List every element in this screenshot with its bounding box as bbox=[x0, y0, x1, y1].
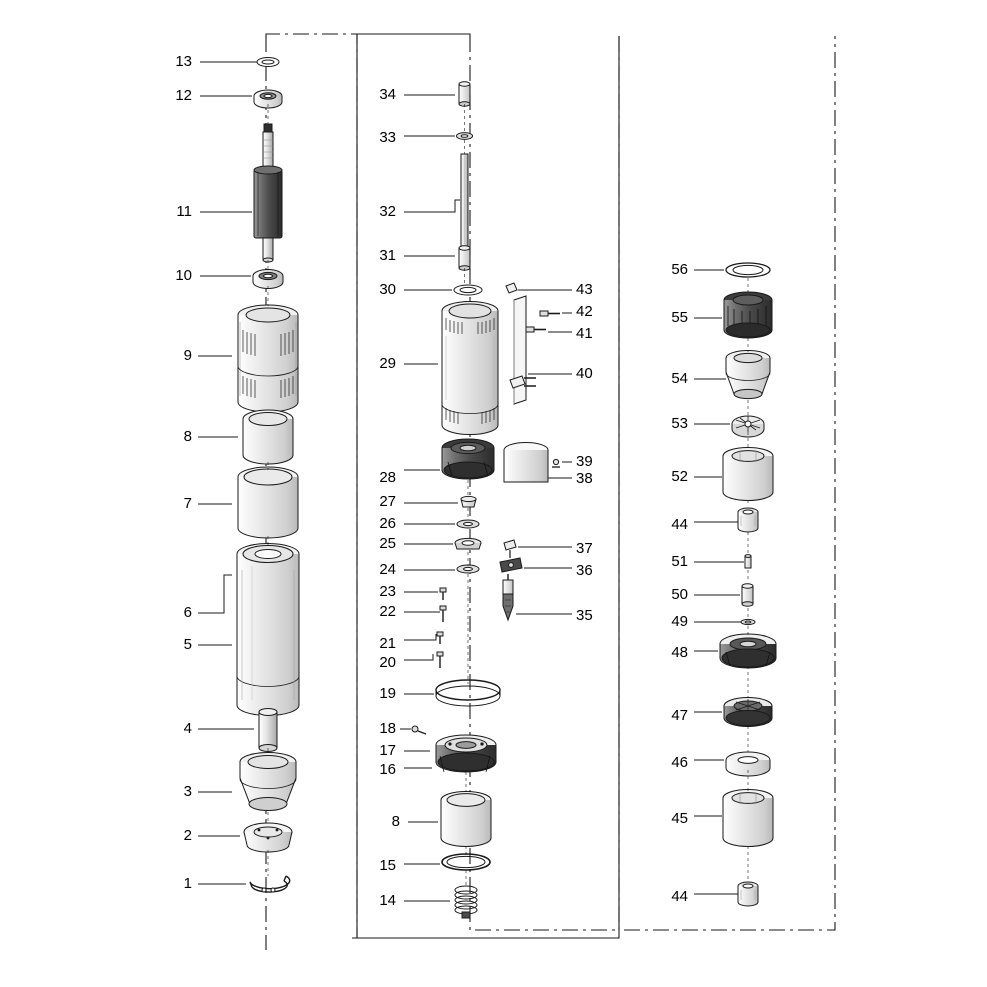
part-48-bearing-plate bbox=[720, 634, 776, 668]
callout-13: 13 bbox=[175, 53, 192, 70]
callout-50: 50 bbox=[671, 586, 688, 603]
part-54-diffuser bbox=[726, 351, 770, 399]
callout-11: 11 bbox=[176, 203, 192, 220]
part-18-screw bbox=[412, 726, 426, 734]
callout-27: 27 bbox=[379, 493, 396, 510]
part-44-bushing-lower bbox=[738, 882, 758, 906]
part-20-screw bbox=[437, 652, 443, 668]
callout-53: 53 bbox=[671, 415, 688, 432]
part-45-stage-bowl bbox=[723, 790, 773, 847]
callout-40: 40 bbox=[576, 365, 593, 382]
part-47-diffuser-plate bbox=[724, 698, 772, 727]
callout-55: 55 bbox=[671, 309, 688, 326]
part-4-shaft-stub bbox=[259, 709, 277, 752]
callout-46: 46 bbox=[671, 754, 688, 771]
part-51-pin bbox=[745, 555, 751, 568]
part-52-stage-bowl bbox=[723, 448, 773, 501]
callout-32: 32 bbox=[379, 203, 396, 220]
callout-2: 2 bbox=[183, 827, 192, 844]
callout-18: 18 bbox=[379, 720, 396, 737]
callout-21: 21 bbox=[379, 635, 396, 652]
callout-35: 35 bbox=[576, 607, 593, 624]
callout-44-upper: 44 bbox=[671, 516, 688, 533]
part-24-washer bbox=[457, 565, 479, 573]
part-11-rotor-shaft bbox=[254, 124, 282, 262]
part-40-bracket bbox=[510, 296, 536, 404]
callout-25: 25 bbox=[379, 535, 396, 552]
callout-26: 26 bbox=[379, 515, 396, 532]
callout-17: 17 bbox=[379, 742, 396, 759]
part-8-sleeve-middle bbox=[441, 792, 491, 847]
part-56-ring bbox=[726, 263, 770, 277]
part-22-screw bbox=[440, 606, 446, 622]
part-39-screw bbox=[552, 459, 560, 467]
callout-24: 24 bbox=[379, 561, 396, 578]
callout-8-middle: 8 bbox=[391, 813, 400, 830]
part-34-plug bbox=[459, 82, 470, 106]
part-29-motor-body bbox=[442, 302, 498, 435]
part-1-retaining-ring bbox=[250, 876, 290, 892]
callout-45: 45 bbox=[671, 810, 688, 827]
callout-31: 31 bbox=[379, 247, 396, 264]
callout-8: 8 bbox=[183, 428, 192, 445]
callout-56: 56 bbox=[671, 261, 688, 278]
part-21-screw bbox=[437, 632, 443, 644]
part-7-housing-sleeve bbox=[238, 467, 298, 538]
callout-51: 51 bbox=[671, 553, 688, 570]
part-6-5-motor-body bbox=[237, 544, 299, 716]
part-32-long-shaft bbox=[461, 154, 468, 246]
callout-48: 48 bbox=[671, 644, 688, 661]
callout-43: 43 bbox=[576, 281, 593, 298]
callout-12: 12 bbox=[175, 87, 192, 104]
part-30-ring bbox=[454, 285, 482, 295]
callout-47: 47 bbox=[671, 707, 688, 724]
part-36-clamp bbox=[500, 558, 522, 572]
callout-14: 14 bbox=[379, 892, 396, 909]
callout-33: 33 bbox=[379, 129, 396, 146]
part-17-16-pump-head bbox=[436, 735, 496, 772]
part-42-screw bbox=[540, 311, 560, 316]
callout-42: 42 bbox=[576, 303, 593, 320]
part-3-end-bell bbox=[240, 753, 296, 811]
part-10-bearing bbox=[253, 270, 283, 289]
part-2-cap-plate bbox=[244, 823, 292, 852]
part-49-washer bbox=[741, 619, 755, 624]
callout-41: 41 bbox=[576, 325, 593, 342]
group-frame-right bbox=[470, 36, 835, 930]
part-26-washer bbox=[457, 520, 479, 528]
part-28-seal-holder bbox=[442, 439, 494, 479]
callout-39: 39 bbox=[576, 453, 593, 470]
part-50-spacer bbox=[742, 584, 753, 606]
callout-3: 3 bbox=[183, 783, 192, 800]
callout-19: 19 bbox=[379, 685, 396, 702]
callout-34: 34 bbox=[379, 86, 396, 103]
callout-54: 54 bbox=[671, 370, 688, 387]
callout-5: 5 bbox=[183, 636, 192, 653]
callout-44-lower: 44 bbox=[671, 888, 688, 905]
part-33-washer bbox=[457, 133, 473, 140]
callout-4: 4 bbox=[183, 720, 192, 737]
callout-52: 52 bbox=[671, 468, 688, 485]
callout-10: 10 bbox=[175, 267, 192, 284]
callout-37: 37 bbox=[576, 540, 593, 557]
callout-22: 22 bbox=[379, 603, 396, 620]
part-8-sleeve bbox=[243, 410, 293, 464]
callout-6: 6 bbox=[183, 604, 192, 621]
part-25-seal bbox=[455, 538, 481, 549]
part-23-screw bbox=[440, 588, 446, 600]
callout-49: 49 bbox=[671, 613, 688, 630]
callout-16: 16 bbox=[379, 761, 396, 778]
part-44-bushing-upper bbox=[738, 508, 758, 532]
callout-9: 9 bbox=[183, 347, 192, 364]
callout-15: 15 bbox=[379, 857, 396, 874]
part-31-coupling bbox=[459, 246, 470, 270]
callout-7: 7 bbox=[183, 495, 192, 512]
part-38-sleeve bbox=[504, 443, 548, 483]
callout-28: 28 bbox=[379, 469, 396, 486]
callout-38: 38 bbox=[576, 470, 593, 487]
callout-36: 36 bbox=[576, 562, 593, 579]
callout-20: 20 bbox=[379, 654, 396, 671]
part-35-sensor-probe bbox=[503, 574, 513, 620]
callout-30: 30 bbox=[379, 281, 396, 298]
callout-29: 29 bbox=[379, 355, 396, 372]
callout-23: 23 bbox=[379, 583, 396, 600]
part-13-oring bbox=[257, 58, 279, 67]
part-37-fitting bbox=[504, 540, 516, 558]
part-55-toothed-cap bbox=[724, 292, 772, 338]
part-41-screw bbox=[526, 327, 546, 332]
part-14-spring bbox=[455, 886, 477, 918]
part-27-nut bbox=[461, 496, 476, 507]
part-15-oring bbox=[442, 854, 490, 870]
part-9-stator bbox=[238, 305, 298, 412]
callout-1: 1 bbox=[183, 875, 192, 892]
part-43-clip bbox=[506, 283, 517, 293]
